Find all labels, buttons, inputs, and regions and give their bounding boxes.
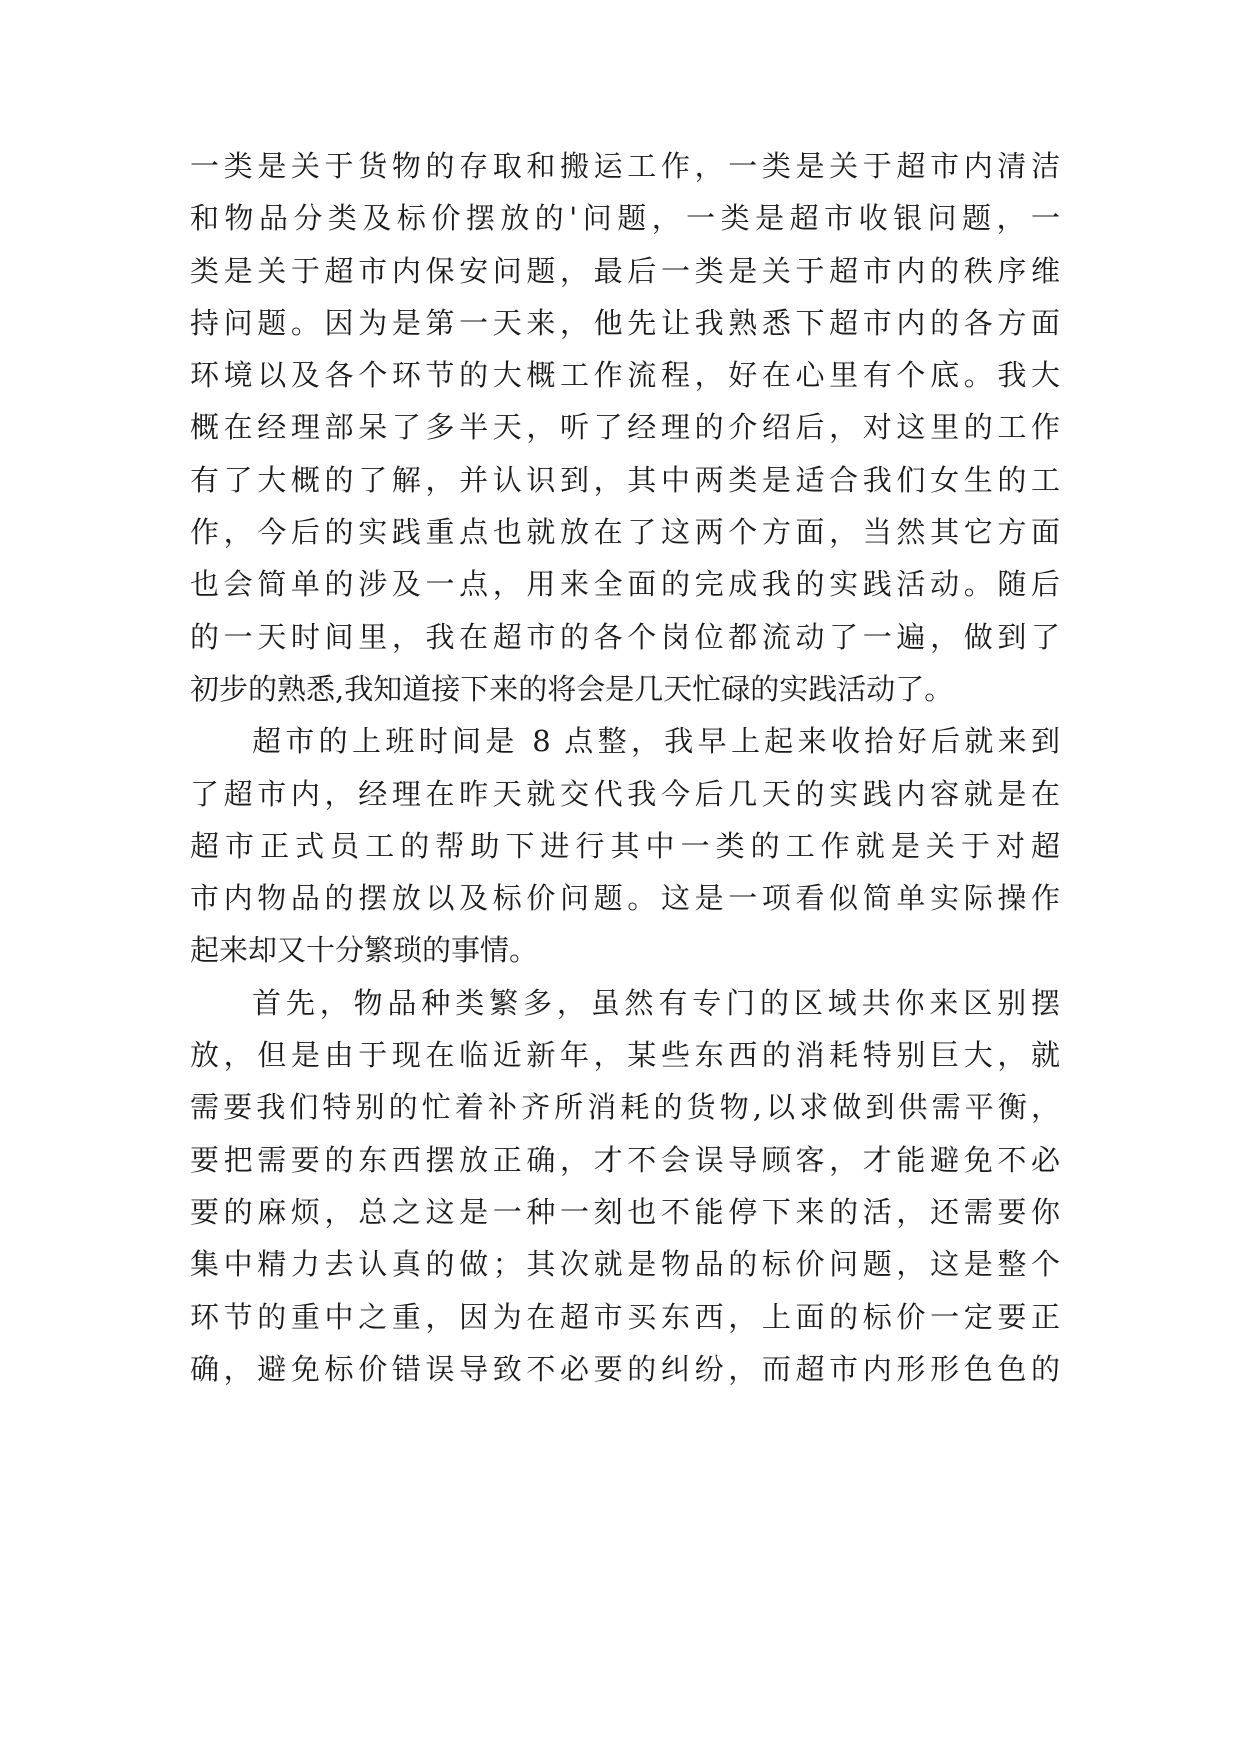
text-line: 作，今后的实践重点也就放在了这两个方面，当然其它方面: [190, 515, 1060, 550]
text-line: 的一天时间里，我在超市的各个岗位都流动了一遍，做到了: [190, 619, 1060, 654]
text-line: 确，避免标价错误导致不必要的纠纷，而超市内形形色色的: [190, 1351, 1060, 1386]
text-line: 初步的熟悉,我知道接下来的将会是几天忙碌的实践活动了。: [190, 671, 954, 706]
text-line: 和物品分类及标价摆放的'问题，一类是超市收银问题，一: [190, 201, 1060, 236]
text-line: 也会简单的涉及一点，用来全面的完成我的实践活动。随后: [190, 567, 1060, 602]
text-line: 要把需要的东西摆放正确，才不会误导顾客，才能避免不必: [190, 1142, 1060, 1177]
text-line: 市内物品的摆放以及标价问题。这是一项看似简单实际操作: [190, 881, 1060, 916]
text-line: 环境以及各个环节的大概工作流程，好在心里有个底。我大: [190, 358, 1060, 393]
text-line: 类是关于超市内保安问题，最后一类是关于超市内的秩序维: [190, 253, 1060, 288]
text-line: 放，但是由于现在临近新年，某些东西的消耗特别巨大，就: [190, 1038, 1060, 1073]
text-line: 超市正式员工的帮助下进行其中一类的工作就是关于对超: [190, 828, 1060, 863]
text-line: 环节的重中之重，因为在超市买东西，上面的标价一定要正: [190, 1299, 1060, 1334]
text-line: 概在经理部呆了多半天，听了经理的介绍后，对这里的工作: [190, 410, 1060, 445]
text-line: 集中精力去认真的做；其次就是物品的标价问题，这是整个: [190, 1247, 1060, 1282]
text-line: 需要我们特别的忙着补齐所消耗的货物,以求做到供需平衡，: [190, 1090, 1060, 1125]
text-line: 一类是关于货物的存取和搬运工作，一类是关于超市内清洁: [190, 149, 1060, 183]
paragraph-first-line: 超市的上班时间是 8 点整，我早上起来收拾好后就来到: [252, 724, 1060, 759]
text-line: 起来却又十分繁琐的事情。: [190, 933, 539, 968]
paragraph-first-line: 首先，物品种类繁多，虽然有专门的区域共你来区别摆: [252, 985, 1060, 1020]
text-line: 要的麻烦，总之这是一种一刻也不能停下来的活，还需要你: [190, 1194, 1060, 1229]
body-text: [190, 140, 1060, 1395]
text-line: 有了大概的了解，并认识到，其中两类是适合我们女生的工: [190, 462, 1060, 497]
text-line: 持问题。因为是第一天来，他先让我熟悉下超市内的各方面: [190, 305, 1060, 340]
text-line: 了超市内，经理在昨天就交代我今后几天的实践内容就是在: [190, 776, 1060, 811]
